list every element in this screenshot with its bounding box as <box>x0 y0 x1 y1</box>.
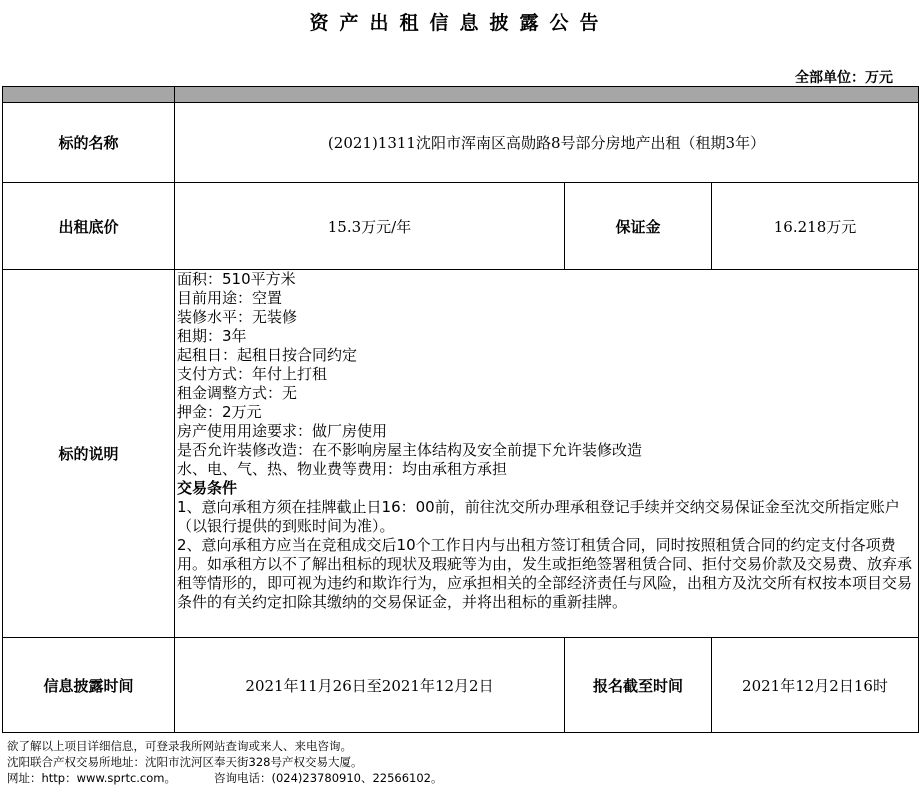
description-lines <box>177 270 916 479</box>
base-price-value: 15.3万元/年 <box>175 183 565 270</box>
base-price-label: 出租底价 <box>3 183 175 270</box>
condition-item: 2、意向承租方应当在竞租成交后10个工作日内与出租方签订租赁合同，同时按照租赁合同的约定支付各项费用。如承租方以不了解出租标的现状及瑕疵等为由，发生或拒绝签署租赁合同、拒付交易价款及交易费、放弃承租等情形的，即可视为违约和欺诈行为，应承担相关的全部经济责任与风险，出租方及沈交所有权按本项目交易条件的有关约定扣除其缴纳的交易保证金，并将出租标的重新挂牌。 <box>177 536 913 611</box>
disclosure-time-label: 信息披露时间 <box>3 638 175 733</box>
deposit-label: 保证金 <box>565 183 712 270</box>
table-row <box>3 638 919 733</box>
page-title: 资产出租信息披露公告 <box>309 12 610 34</box>
footer-website[interactable]: 网址：http：www.sprtc.com。 <box>7 771 176 785</box>
table-row <box>3 183 919 270</box>
conditions-title: 交易条件 <box>177 479 238 497</box>
footer-address: 沈阳联合产权交易所地址：沈阳市沈河区奉天街328号产权交易大厦。 <box>7 755 363 769</box>
description-line: 押金：2万元 <box>177 403 262 421</box>
description-line: 装修水平：无装修 <box>177 308 298 326</box>
description-cell <box>175 270 919 638</box>
description-line: 支付方式：年付上打租 <box>177 365 328 383</box>
description-line: 是否允许装修改造：在不影响房屋主体结构及安全前提下允许装修改造 <box>177 441 643 459</box>
footer <box>7 738 443 786</box>
description-line: 房产使用用途要求：做厂房使用 <box>177 422 388 440</box>
description-line: 目前用途：空置 <box>177 289 283 307</box>
info-table <box>2 86 919 733</box>
description-line: 起租日：起租日按合同约定 <box>177 346 358 364</box>
header-cell <box>3 87 175 103</box>
description-line: 水、电、气、热、物业费等费用：均由承租方承担 <box>177 460 508 478</box>
description-line: 租金调整方式：无 <box>177 384 298 402</box>
disclosure-time-value: 2021年11月26日至2021年12月2日 <box>175 638 565 733</box>
deadline-label: 报名截至时间 <box>565 638 712 733</box>
footer-line: 欲了解以上项目详细信息，可登录我所网站查询或来人、来电咨询。 <box>7 739 352 753</box>
table-row <box>3 103 919 183</box>
table-row <box>3 270 919 638</box>
table-header-bar <box>3 87 919 103</box>
description-label: 标的说明 <box>3 270 175 638</box>
description-line: 租期：3年 <box>177 327 247 345</box>
header-cell <box>175 87 919 103</box>
footer-phone: 咨询电话：(024)23780910、22566102。 <box>214 771 443 785</box>
conditions-list <box>177 498 916 612</box>
description-line: 面积：510平方米 <box>177 270 296 288</box>
footer-contact <box>7 770 443 786</box>
name-value: (2021)1311沈阳市浑南区高勋路8号部分房地产出租（租期3年） <box>175 103 919 183</box>
name-label: 标的名称 <box>3 103 175 183</box>
condition-item: 1、意向承租方须在挂牌截止日16：00前，前往沈交所办理承租登记手续并交纳交易保证金至沈交所指定账户（以银行提供的到账时间为准）。 <box>177 498 900 535</box>
deposit-value: 16.218万元 <box>712 183 919 270</box>
unit-note: 全部单位：万元 <box>795 70 893 86</box>
deadline-value: 2021年12月2日16时 <box>712 638 919 733</box>
